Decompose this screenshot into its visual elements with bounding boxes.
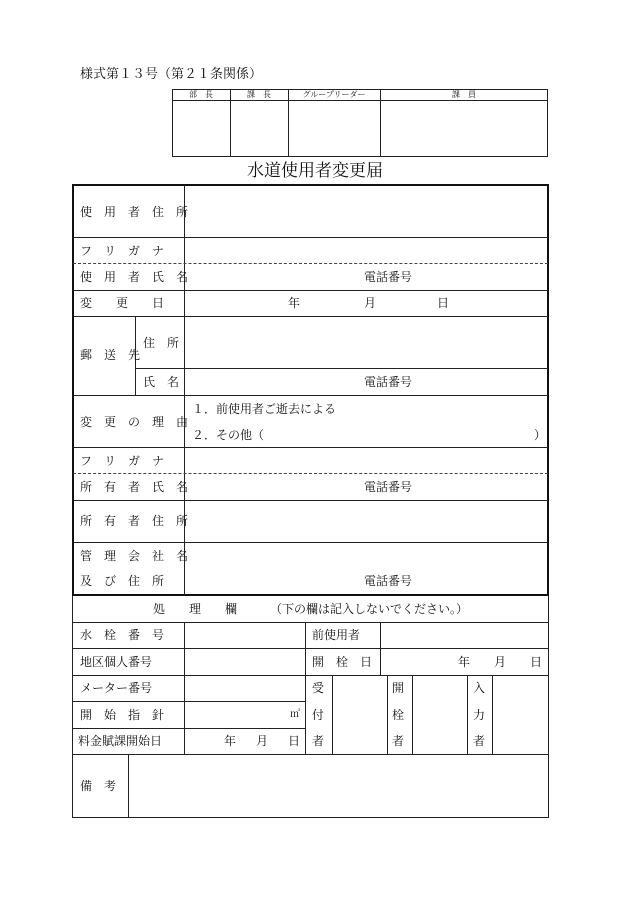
label-user-address: 使 用 者 住 所: [80, 205, 189, 219]
start-reading-unit: ㎥: [290, 709, 300, 720]
user-address-field[interactable]: [186, 186, 547, 236]
input-char-2: 力: [473, 708, 486, 722]
mgmt-phone-label: 電話番号: [364, 574, 413, 588]
approval-label-group-leader: グループリーダー: [302, 90, 366, 99]
change-date-day: 日: [437, 296, 450, 310]
label-mailing-address: 住 所: [143, 336, 180, 350]
label-user-furigana: フ リ ガ ナ: [80, 244, 165, 258]
label-user-name: 使 用 者 氏 名: [80, 270, 189, 284]
label-owner-address: 所 有 者 住 所: [80, 514, 189, 528]
reason-option-2[interactable]: ２．その他（: [192, 428, 265, 442]
cock-open-month: 月: [494, 655, 507, 669]
receipt-char-3: 者: [312, 734, 325, 748]
receipt-char-1: 受: [312, 681, 325, 695]
label-meter-no: メーター番号: [80, 681, 153, 695]
meter-cock-no-field[interactable]: [186, 624, 304, 647]
user-furigana-field[interactable]: [186, 239, 547, 262]
input-char-3: 者: [473, 734, 486, 748]
prev-user-field[interactable]: [382, 624, 548, 647]
billing-start-field[interactable]: [186, 730, 304, 753]
owner-address-field[interactable]: [186, 502, 547, 541]
district-no-field[interactable]: [186, 650, 304, 674]
opener-stamp-field[interactable]: [414, 677, 466, 753]
receipt-char-2: 付: [312, 708, 325, 722]
label-cock-open-date: 開 栓 日: [312, 655, 373, 669]
label-remarks: 備 考: [80, 779, 117, 793]
label-meter-cock-no: 水 栓 番 号: [80, 628, 165, 642]
approval-label-director: 部 長: [189, 90, 213, 99]
change-date-year: 年: [288, 296, 301, 310]
input-char-1: 入: [473, 681, 486, 695]
label-district-no: 地区個人番号: [80, 655, 153, 669]
mailing-phone-label: 電話番号: [364, 375, 413, 389]
stamp-cell-group-leader[interactable]: [289, 101, 379, 156]
approval-label-manager: 課 長: [247, 90, 271, 99]
label-reason: 変 更 の 理 由: [80, 415, 189, 429]
label-mailing: 郵 送 先: [80, 348, 141, 362]
opener-char-1: 開: [392, 681, 405, 695]
opener-char-3: 者: [392, 734, 405, 748]
label-mailing-name: 氏 名: [143, 375, 180, 389]
owner-furigana-field[interactable]: [186, 449, 547, 472]
meter-no-field[interactable]: [186, 677, 304, 700]
processing-note: （下の欄は記入しないでください。）: [270, 602, 469, 616]
owner-phone-label: 電話番号: [364, 480, 413, 494]
billing-start-day: 日: [288, 734, 301, 748]
label-prev-user: 前使用者: [312, 628, 361, 642]
opener-char-2: 栓: [392, 708, 405, 722]
label-mgmt-company: 管 理 会 社 名: [80, 549, 189, 563]
label-change-date: 変 更 日: [80, 296, 165, 310]
label-mgmt-address: 及 び 住 所: [80, 574, 165, 588]
mailing-address-field[interactable]: [186, 318, 547, 367]
stamp-cell-manager[interactable]: [231, 101, 287, 156]
approval-label-staff: 課 員: [452, 90, 476, 99]
cock-open-year: 年: [458, 655, 471, 669]
reason-close-paren: ）: [534, 428, 547, 442]
start-reading-field[interactable]: [186, 703, 304, 727]
cock-open-day: 日: [530, 655, 543, 669]
change-date-month: 月: [364, 296, 377, 310]
input-stamp-field[interactable]: [494, 677, 548, 753]
processing-heading: 処 理 欄: [153, 602, 238, 616]
stamp-cell-staff[interactable]: [381, 101, 547, 156]
remarks-field[interactable]: [130, 756, 548, 817]
reason-option-1[interactable]: １．前使用者ご逝去による: [192, 402, 337, 416]
billing-start-year: 年: [224, 734, 237, 748]
form-number: 様式第１３号（第２１条関係）: [80, 67, 263, 82]
label-owner-furigana: フ リ ガ ナ: [80, 454, 165, 468]
billing-start-month: 月: [256, 734, 269, 748]
label-start-reading: 開 始 指 針: [80, 708, 165, 722]
user-phone-label: 電話番号: [364, 270, 413, 284]
receipt-stamp-field[interactable]: [334, 677, 386, 753]
page-title: 水道使用者変更届: [247, 161, 383, 181]
label-billing-start: 料金賦課開始日: [78, 734, 163, 748]
reason-other-field[interactable]: [268, 426, 530, 444]
stamp-cell-director[interactable]: [173, 101, 229, 156]
label-owner-name: 所 有 者 氏 名: [80, 480, 189, 494]
